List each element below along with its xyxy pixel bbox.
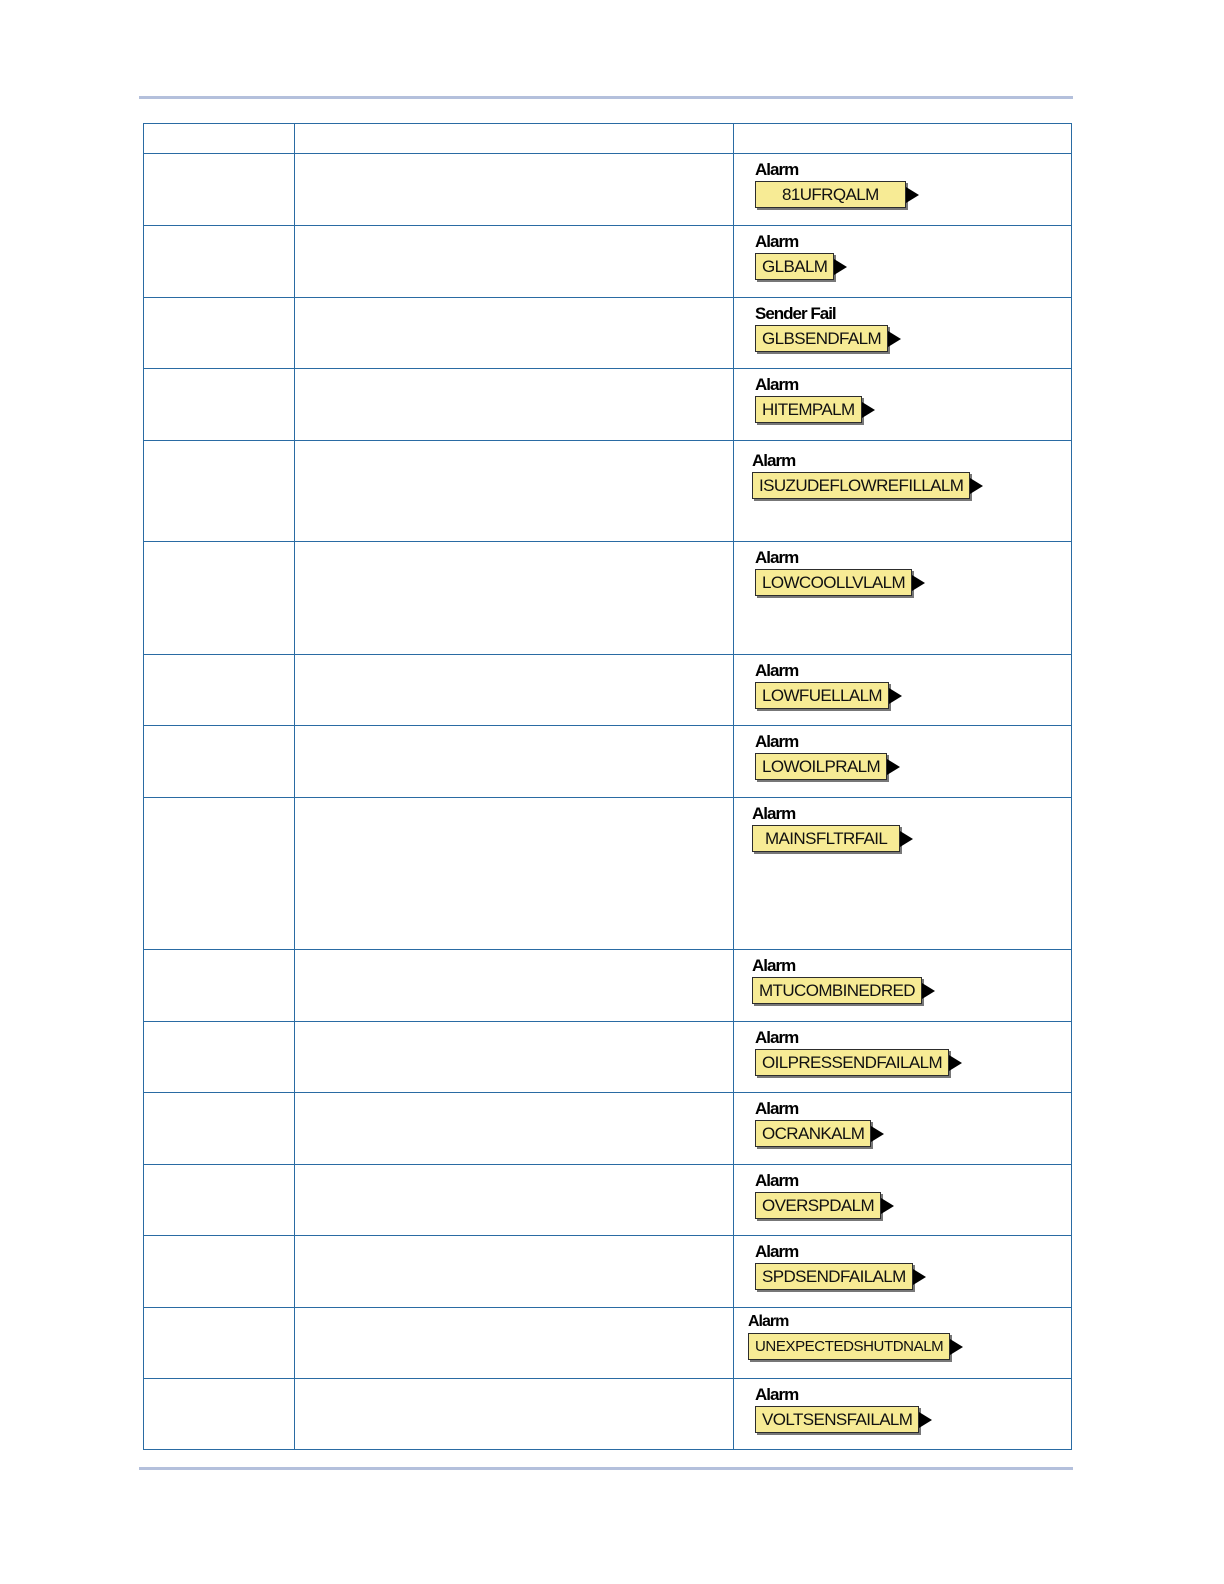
element-label: Alarm xyxy=(755,732,799,751)
logic-element xyxy=(755,1242,926,1290)
description-cell xyxy=(295,1308,734,1379)
tag-block xyxy=(755,1192,894,1219)
table-row xyxy=(144,798,1072,950)
tag-block xyxy=(755,396,875,423)
alarm-table xyxy=(143,123,1072,1450)
tag-name: OCRANKALM xyxy=(755,1120,871,1147)
description-cell xyxy=(295,298,734,369)
description-cell xyxy=(295,1379,734,1450)
output-arrow-icon xyxy=(887,759,900,775)
output-arrow-icon xyxy=(888,331,901,347)
tag-block xyxy=(755,569,925,596)
header-cell-2 xyxy=(295,124,734,154)
tag-name: OILPRESSENDFAILALM xyxy=(755,1049,949,1076)
tag-name: OVERSPDALM xyxy=(755,1192,881,1219)
output-arrow-icon xyxy=(881,1198,894,1214)
element-label: Alarm xyxy=(752,956,796,975)
table-row xyxy=(144,369,1072,441)
table-row xyxy=(144,950,1072,1022)
table-row xyxy=(144,298,1072,369)
element-label: Alarm xyxy=(755,1099,799,1118)
tag-block xyxy=(752,472,983,499)
diagram-cell xyxy=(734,1236,1072,1308)
header-cell-3 xyxy=(734,124,1072,154)
tag-block xyxy=(755,753,900,780)
tag-name: 81UFRQALM xyxy=(755,181,906,208)
description-cell xyxy=(295,655,734,726)
output-arrow-icon xyxy=(912,575,925,591)
output-arrow-icon xyxy=(862,402,875,418)
header-rule xyxy=(139,96,1073,99)
table-row xyxy=(144,1022,1072,1093)
tag-name: GLBALM xyxy=(755,253,834,280)
table-row xyxy=(144,726,1072,798)
logic-element xyxy=(755,1028,962,1076)
name-cell xyxy=(144,154,295,226)
diagram-cell xyxy=(734,369,1072,441)
tag-block xyxy=(755,181,919,208)
logic-element xyxy=(755,375,875,423)
logic-element xyxy=(755,1385,932,1433)
element-label: Alarm xyxy=(755,548,799,567)
element-label: Alarm xyxy=(752,451,796,470)
diagram-cell xyxy=(734,226,1072,298)
description-cell xyxy=(295,154,734,226)
tag-name: UNEXPECTEDSHUTDNALM xyxy=(748,1333,950,1360)
description-cell xyxy=(295,1022,734,1093)
description-cell xyxy=(295,726,734,798)
name-cell xyxy=(144,1379,295,1450)
logic-element xyxy=(752,956,935,1004)
output-arrow-icon xyxy=(871,1126,884,1142)
description-cell xyxy=(295,226,734,298)
element-label: Alarm xyxy=(755,1385,799,1404)
tag-name: GLBSENDFALM xyxy=(755,325,888,352)
tag-name: SPDSENDFAILALM xyxy=(755,1263,913,1290)
name-cell xyxy=(144,1308,295,1379)
tag-name: LOWCOOLLVLALM xyxy=(755,569,912,596)
table-row xyxy=(144,1308,1072,1379)
tag-block xyxy=(755,1406,932,1433)
output-arrow-icon xyxy=(900,831,913,847)
tag-name: VOLTSENSFAILALM xyxy=(755,1406,919,1433)
tag-name: ISUZUDEFLOWREFILLALM xyxy=(752,472,970,499)
logic-element xyxy=(752,804,913,852)
table-row xyxy=(144,1236,1072,1308)
diagram-cell xyxy=(734,441,1072,542)
name-cell xyxy=(144,226,295,298)
table-row xyxy=(144,441,1072,542)
element-label: Alarm xyxy=(755,160,799,179)
diagram-cell xyxy=(734,154,1072,226)
tag-block xyxy=(752,825,913,852)
diagram-cell xyxy=(734,1022,1072,1093)
tag-block xyxy=(752,977,935,1004)
name-cell xyxy=(144,298,295,369)
table-row xyxy=(144,1379,1072,1450)
header-cell-1 xyxy=(144,124,295,154)
table-header-row xyxy=(144,124,1072,154)
element-label: Alarm xyxy=(752,804,796,823)
output-arrow-icon xyxy=(913,1269,926,1285)
output-arrow-icon xyxy=(906,187,919,203)
tag-name: LOWOILPRALM xyxy=(755,753,887,780)
logic-element xyxy=(755,1171,894,1219)
name-cell xyxy=(144,655,295,726)
diagram-cell xyxy=(734,950,1072,1022)
description-cell xyxy=(295,1236,734,1308)
description-cell xyxy=(295,1093,734,1165)
tag-name: LOWFUELLALM xyxy=(755,682,889,709)
name-cell xyxy=(144,798,295,950)
tag-block xyxy=(755,1263,926,1290)
logic-element xyxy=(755,661,902,709)
table-row xyxy=(144,154,1072,226)
logic-element xyxy=(755,548,925,596)
table-row xyxy=(144,226,1072,298)
output-arrow-icon xyxy=(922,983,935,999)
diagram-cell xyxy=(734,298,1072,369)
description-cell xyxy=(295,441,734,542)
element-label: Alarm xyxy=(755,1242,799,1261)
table-row xyxy=(144,1093,1072,1165)
logic-element xyxy=(748,1312,963,1360)
table-row xyxy=(144,542,1072,655)
tag-name: MAINSFLTRFAIL xyxy=(752,825,900,852)
element-label: Alarm xyxy=(748,1313,789,1330)
tag-block xyxy=(755,253,847,280)
logic-element xyxy=(755,304,901,352)
logic-element xyxy=(755,1099,884,1147)
description-cell xyxy=(295,798,734,950)
element-label: Alarm xyxy=(755,232,799,251)
output-arrow-icon xyxy=(834,259,847,275)
footer-rule xyxy=(139,1467,1073,1470)
diagram-cell xyxy=(734,1379,1072,1450)
description-cell xyxy=(295,1165,734,1236)
element-label: Alarm xyxy=(755,1028,799,1047)
description-cell xyxy=(295,950,734,1022)
tag-name: HITEMPALM xyxy=(755,396,862,423)
name-cell xyxy=(144,1022,295,1093)
tag-name: MTUCOMBINEDRED xyxy=(752,977,922,1004)
logic-element xyxy=(752,451,983,499)
diagram-cell xyxy=(734,1308,1072,1379)
diagram-cell xyxy=(734,1165,1072,1236)
logic-element xyxy=(755,732,900,780)
name-cell xyxy=(144,950,295,1022)
output-arrow-icon xyxy=(950,1339,963,1355)
output-arrow-icon xyxy=(970,478,983,494)
diagram-cell xyxy=(734,798,1072,950)
name-cell xyxy=(144,726,295,798)
name-cell xyxy=(144,542,295,655)
tag-block xyxy=(755,1120,884,1147)
output-arrow-icon xyxy=(949,1055,962,1071)
table-row xyxy=(144,655,1072,726)
description-cell xyxy=(295,542,734,655)
tag-block xyxy=(755,325,901,352)
name-cell xyxy=(144,441,295,542)
element-label: Alarm xyxy=(755,1171,799,1190)
diagram-cell xyxy=(734,1093,1072,1165)
diagram-cell xyxy=(734,726,1072,798)
diagram-cell xyxy=(734,655,1072,726)
output-arrow-icon xyxy=(889,688,902,704)
tag-block xyxy=(755,682,902,709)
name-cell xyxy=(144,369,295,441)
name-cell xyxy=(144,1236,295,1308)
logic-element xyxy=(755,160,919,208)
table-row xyxy=(144,1165,1072,1236)
element-label: Alarm xyxy=(755,661,799,680)
diagram-cell xyxy=(734,542,1072,655)
output-arrow-icon xyxy=(919,1412,932,1428)
tag-block xyxy=(755,1049,962,1076)
element-label: Sender Fail xyxy=(755,304,836,323)
name-cell xyxy=(144,1093,295,1165)
logic-element xyxy=(755,232,847,280)
description-cell xyxy=(295,369,734,441)
tag-block xyxy=(748,1333,963,1360)
name-cell xyxy=(144,1165,295,1236)
element-label: Alarm xyxy=(755,375,799,394)
